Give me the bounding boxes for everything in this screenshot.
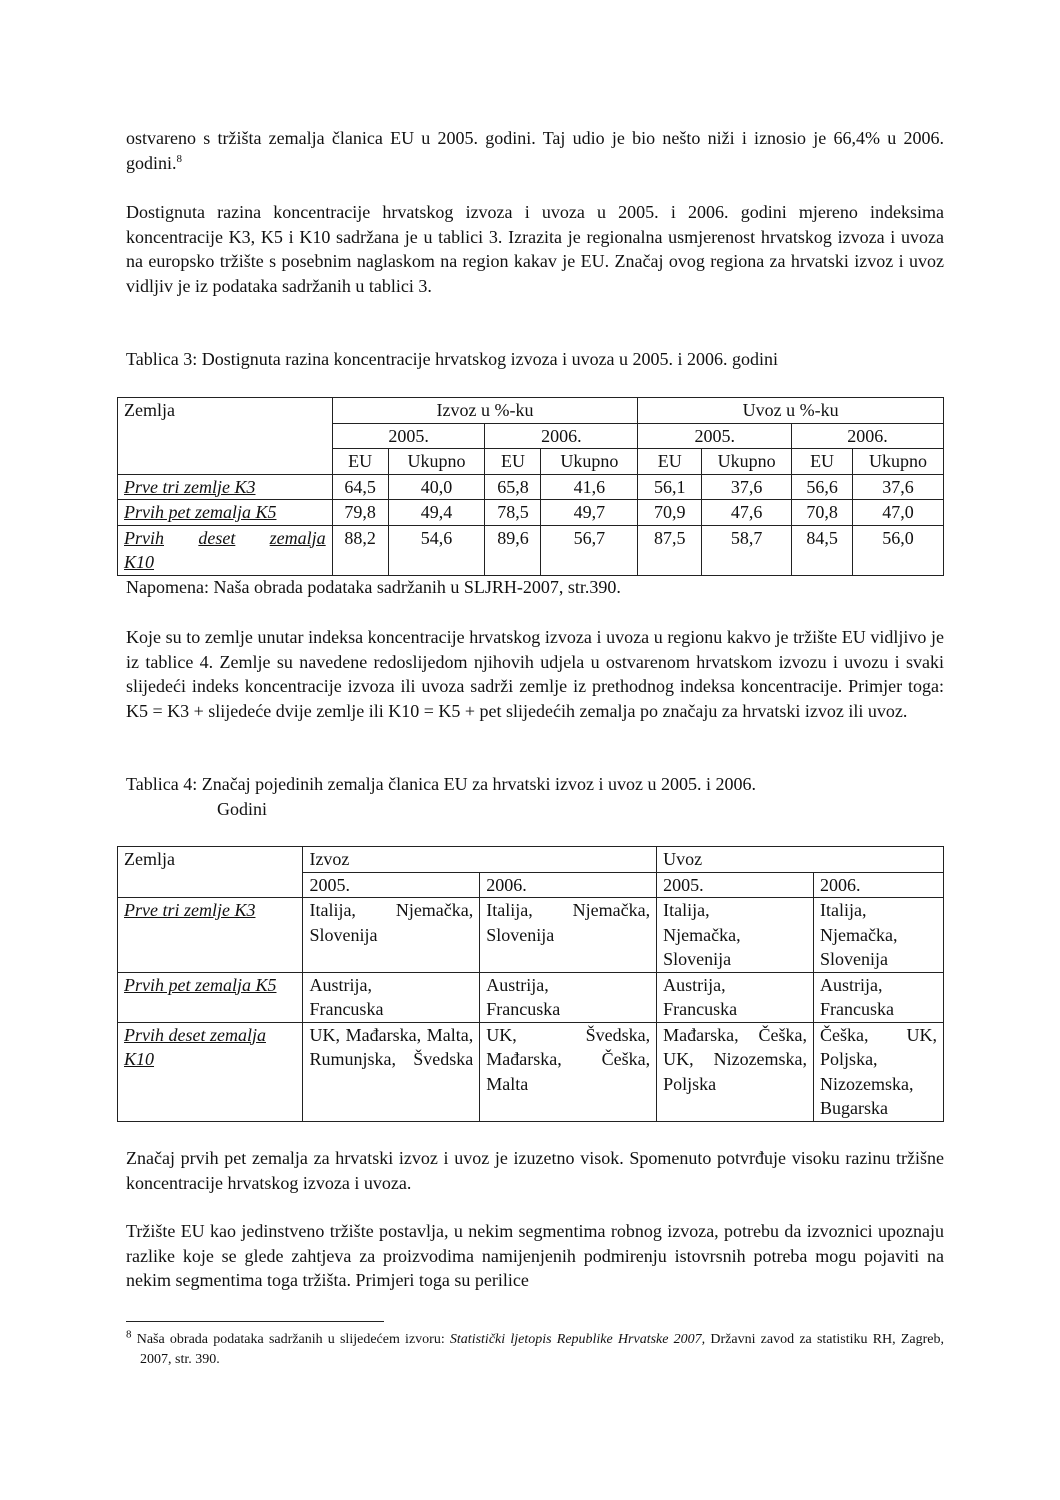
table3-row-label: Prve tri zemlje K3 — [118, 474, 333, 500]
paragraph-1 — [126, 200, 944, 298]
table3-cell: 78,5 — [485, 500, 541, 526]
footnote-number: 8 — [126, 1328, 132, 1341]
table4-caption-line1: Tablica 4: Značaj pojedinih zemalja članica EU za hrvatski izvoz i uvoz u 2005. i 2006. — [126, 774, 757, 794]
table4-year: 2005. — [303, 872, 480, 898]
table4-header-zemlja: Zemlja — [118, 847, 303, 898]
table4-cell: UK, Švedska, Mađarska, Češka, Malta — [480, 1022, 657, 1121]
paragraph-3 — [126, 1146, 944, 1195]
table-row — [118, 898, 944, 973]
table3-cell: 49,7 — [541, 500, 638, 526]
paragraph-2-text: Koje su to zemlje unutar indeksa koncentracije hrvatskog izvoza i uvoza u regionu kakvo je tržište EU vidljivo je iz tablice 4. Zemlje su navedene redoslijedom njihovih udjela u ostvarenom hrvatskom izvozu i uvozu i svaki slijedeći indeks koncentracije izvoza ili uvoza sadrži zemlje iz prethodnog indeksa koncentracije. Primjer toga: K5 = K3 + slijedeće dvije zemlje ili K10 = K5 + pet slijedećih zemalja po značaju za hrvatski izvoz ili uvoz. — [126, 627, 944, 721]
table3-cell: 88,2 — [332, 525, 388, 575]
table3-row-label — [118, 525, 333, 575]
table3-header-uvoz: Uvoz u %-ku — [638, 398, 944, 424]
footnote — [126, 1330, 944, 1370]
table3-row-label-word: Prvih — [124, 527, 164, 548]
table-4 — [117, 846, 944, 1122]
table3-cell: 58,7 — [702, 525, 792, 575]
table3-cell: 41,6 — [541, 474, 638, 500]
table3-caption: Tablica 3: Dostignuta razina koncentracije hrvatskog izvoza i uvoza u 2005. i 2006. godini — [126, 349, 779, 369]
paragraph-1-text: Dostignuta razina koncentracije hrvatskog izvoza i uvoza u 2005. i 2006. godini mjereno indeksima koncentracije K3, K5 i K10 sadržana je u tablici 3. Izrazita je regionalna usmjerenost hrvatskog izvoza i uvoza na europsko tržište s posebnim naglaskom na region kakav je EU. Značaj ovog regiona za hrvatski izvoz i uvoz vidljiv je iz podataka sadržanih u tablici 3. — [126, 202, 944, 296]
table3-subheader: Ukupno — [702, 449, 792, 475]
table3-cell: 49,4 — [388, 500, 485, 526]
table3-cell: 37,6 — [702, 474, 792, 500]
paragraph-4 — [126, 1219, 944, 1293]
table3-cell: 54,6 — [388, 525, 485, 575]
table3-cell: 47,6 — [702, 500, 792, 526]
table3-cell: 56,6 — [792, 474, 853, 500]
table3-year: 2005. — [638, 423, 792, 449]
table3-cell: 56,0 — [853, 525, 944, 575]
paragraph-4-text: Tržište EU kao jedinstveno tržište postavlja, u nekim segmentima robnog izvoza, potrebu da izvoznici upoznaju razlike koje se glede zahtjeva za proizvodima namijenjenih podmirenju istovrsnih potreba mogu pojaviti na nekim segmentima toga tržišta. Primjeri toga su perilice — [126, 1221, 944, 1290]
table3-cell: 40,0 — [388, 474, 485, 500]
paragraph-2 — [126, 625, 944, 723]
table3-cell: 89,6 — [485, 525, 541, 575]
table4-caption — [126, 772, 944, 821]
table3-year: 2006. — [792, 423, 944, 449]
table4-cell: Austrija, Francuska — [480, 972, 657, 1022]
footnote-source-title: Statistički ljetopis Republike Hrvatske 2007, — [449, 1332, 706, 1347]
table4-caption-line2: Godini — [217, 798, 268, 819]
table4-row-label: Prvih deset zemalja K10 — [118, 1022, 303, 1121]
table3-cell: 87,5 — [638, 525, 702, 575]
table3-cell: 37,6 — [853, 474, 944, 500]
table3-row-label-word: zemalja — [269, 527, 326, 548]
table3-cell: 79,8 — [332, 500, 388, 526]
table3-subheader: Ukupno — [541, 449, 638, 475]
footnote-body — [126, 1330, 944, 1370]
table3-subheader: EU — [638, 449, 702, 475]
table3-note: Napomena: Naša obrada podataka sadržanih u SLJRH-2007, str.390. — [126, 577, 621, 597]
table3-year: 2005. — [332, 423, 485, 449]
footnote-prefix: Naša obrada podataka sadržanih u slijedećem izvoru: — [136, 1332, 450, 1347]
table3-cell: 56,7 — [541, 525, 638, 575]
table3-cell: 64,5 — [332, 474, 388, 500]
table3-cell: 70,8 — [792, 500, 853, 526]
intro-paragraph — [126, 126, 944, 175]
table3-header-zemlja: Zemlja — [118, 398, 333, 475]
table3-subheader: Ukupno — [853, 449, 944, 475]
footnote-reference[interactable]: 8 — [176, 152, 183, 165]
table4-cell: UK, Mađarska, Malta, Rumunjska, Švedska — [303, 1022, 480, 1121]
table3-row-label: Prvih pet zemalja K5 — [118, 500, 333, 526]
table-row — [118, 972, 944, 1022]
table4-cell: Austrija, Francuska — [303, 972, 480, 1022]
table4-cell: Češka, UK, Poljska, Nizozemska, Bugarska — [814, 1022, 944, 1121]
footnote-divider — [126, 1321, 384, 1322]
table3-cell: 47,0 — [853, 500, 944, 526]
table-row — [118, 525, 944, 575]
table4-header-izvoz: Izvoz — [303, 847, 657, 873]
table3-cell: 56,1 — [638, 474, 702, 500]
table-3 — [117, 397, 944, 576]
table4-cell: Italija, Njemačka, Slovenija — [303, 898, 480, 973]
table4-year: 2006. — [480, 872, 657, 898]
table3-subheader: Ukupno — [388, 449, 485, 475]
table3-subheader: EU — [332, 449, 388, 475]
table4-cell: Mađarska, Češka, UK, Nizozemska, Poljska — [657, 1022, 814, 1121]
table-row — [118, 1022, 944, 1121]
table4-cell: Italija, Njemačka, Slovenija — [814, 898, 944, 973]
table4-year: 2005. — [657, 872, 814, 898]
table-row — [118, 500, 944, 526]
table3-cell: 84,5 — [792, 525, 853, 575]
table4-cell: Italija, Njemačka, Slovenija — [480, 898, 657, 973]
table3-row-label-word: deset — [198, 527, 236, 548]
table-row — [118, 474, 944, 500]
table4-cell: Austrija, Francuska — [657, 972, 814, 1022]
table3-subheader: EU — [485, 449, 541, 475]
table3-cell: 65,8 — [485, 474, 541, 500]
table3-cell: 70,9 — [638, 500, 702, 526]
table4-row-label: Prvih pet zemalja K5 — [118, 972, 303, 1022]
table3-header-izvoz: Izvoz u %-ku — [332, 398, 638, 424]
table4-row-label: Prve tri zemlje K3 — [118, 898, 303, 973]
table4-header-uvoz: Uvoz — [657, 847, 944, 873]
footnote-suffix: Državni zavod za statistiku RH, Zagreb, 2007, str. 390. — [140, 1332, 945, 1367]
paragraph-3-text: Značaj prvih pet zemalja za hrvatski izvoz i uvoz je izuzetno visok. Spomenuto potvrđuje visoku razinu tržišne koncentracije hrvatskog izvoza i uvoza. — [126, 1148, 944, 1193]
table3-subheader: EU — [792, 449, 853, 475]
table4-cell: Austrija, Francuska — [814, 972, 944, 1022]
table3-row-label-tail: K10 — [124, 552, 155, 572]
intro-text: ostvareno s tržišta zemalja članica EU u 2005. godini. Taj udio je bio nešto niži i iznosio je 66,4% u 2006. godini. — [126, 128, 944, 173]
table3-year: 2006. — [485, 423, 638, 449]
table4-year: 2006. — [814, 872, 944, 898]
table4-cell: Italija, Njemačka, Slovenija — [657, 898, 814, 973]
